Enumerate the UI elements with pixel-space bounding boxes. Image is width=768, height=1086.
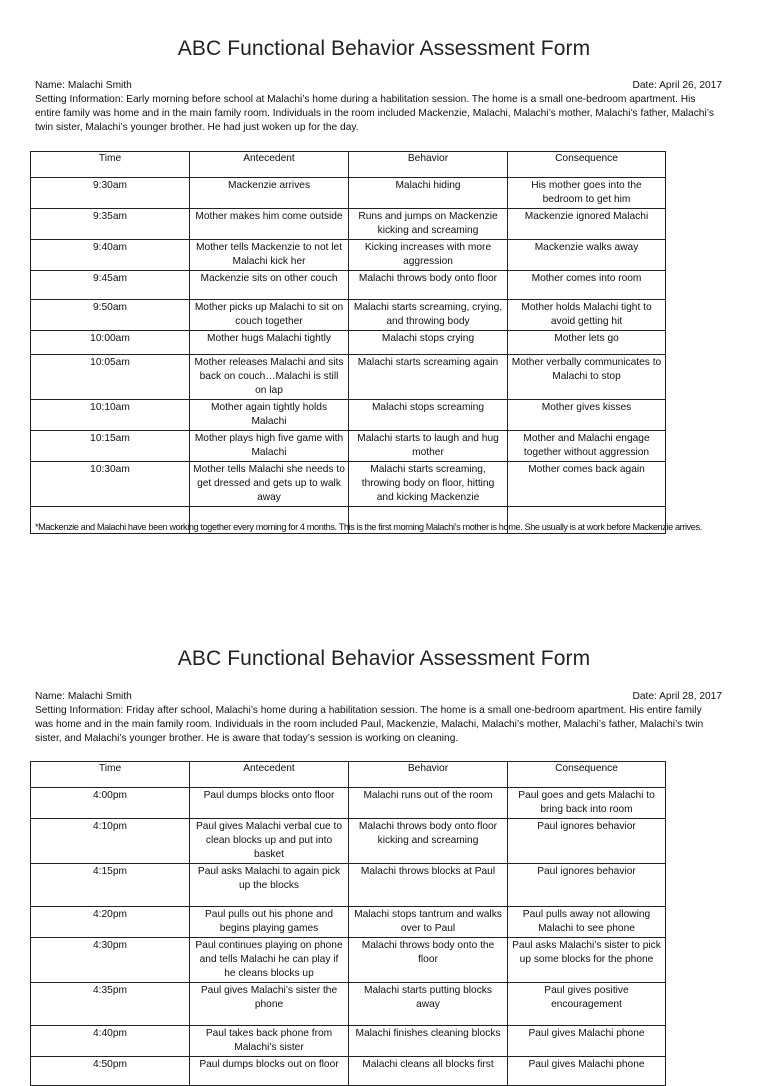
time-cell: 9:45am bbox=[31, 271, 190, 300]
antecedent-cell: Mother releases Malachi and sits back on couch…Malachi is still on lap bbox=[190, 355, 349, 400]
behavior-cell: Malachi starts screaming, crying, and throwing body bbox=[349, 300, 508, 331]
consequence-cell: Paul gives Malachi phone bbox=[508, 1026, 666, 1057]
antecedent-cell: Paul dumps blocks onto floor bbox=[190, 788, 349, 819]
consequence-cell: Paul pulls away not allowing Malachi to see phone bbox=[508, 907, 666, 938]
table-header-row bbox=[31, 152, 666, 178]
consequence-cell: Mother comes into room bbox=[508, 271, 666, 300]
time-cell: 4:15pm bbox=[31, 864, 190, 907]
column-header-time: Time bbox=[31, 152, 190, 178]
time-cell: 4:40pm bbox=[31, 1026, 190, 1057]
student-name: Name: Malachi Smith bbox=[35, 691, 132, 702]
antecedent-cell: Paul takes back phone from Malachi’s sister bbox=[190, 1026, 349, 1057]
column-header-consequence: Consequence bbox=[508, 762, 666, 788]
consequence-cell: His mother goes into the bedroom to get him bbox=[508, 178, 666, 209]
column-header-behavior: Behavior bbox=[349, 762, 508, 788]
form-date: Date: April 26, 2017 bbox=[632, 80, 722, 91]
table-row bbox=[31, 178, 666, 209]
consequence-cell: Mackenzie walks away bbox=[508, 240, 666, 271]
table-row bbox=[31, 983, 666, 1026]
consequence-cell: Mother comes back again bbox=[508, 462, 666, 507]
behavior-cell: Runs and jumps on Mackenzie kicking and screaming bbox=[349, 209, 508, 240]
form-date: Date: April 28, 2017 bbox=[632, 691, 722, 702]
time-cell: 9:40am bbox=[31, 240, 190, 271]
consequence-cell: Mother and Malachi engage together without aggression bbox=[508, 431, 666, 462]
table-row bbox=[31, 400, 666, 431]
consequence-cell: Mother holds Malachi tight to avoid getting hit bbox=[508, 300, 666, 331]
table-row bbox=[31, 907, 666, 938]
table-row bbox=[31, 300, 666, 331]
time-cell: 4:00pm bbox=[31, 788, 190, 819]
antecedent-cell: Paul gives Malachi verbal cue to clean blocks up and put into basket bbox=[190, 819, 349, 864]
consequence-cell: Mother gives kisses bbox=[508, 400, 666, 431]
time-cell: 10:00am bbox=[31, 331, 190, 355]
column-header-consequence: Consequence bbox=[508, 152, 666, 178]
table-row bbox=[31, 938, 666, 983]
antecedent-cell: Mother tells Mackenzie to not let Malachi kick her bbox=[190, 240, 349, 271]
time-cell: 10:15am bbox=[31, 431, 190, 462]
table-header-row bbox=[31, 762, 666, 788]
consequence-cell: Mother verbally communicates to Malachi to stop bbox=[508, 355, 666, 400]
abc-table bbox=[30, 761, 666, 1086]
antecedent-cell: Mackenzie sits on other couch bbox=[190, 271, 349, 300]
time-cell: 4:20pm bbox=[31, 907, 190, 938]
table-row bbox=[31, 788, 666, 819]
time-cell: 9:50am bbox=[31, 300, 190, 331]
consequence-cell: Paul goes and gets Malachi to bring back into room bbox=[508, 788, 666, 819]
antecedent-cell: Mackenzie arrives bbox=[190, 178, 349, 209]
time-cell: 9:35am bbox=[31, 209, 190, 240]
antecedent-cell: Paul dumps blocks out on floor bbox=[190, 1057, 349, 1086]
behavior-cell: Malachi throws body onto the floor bbox=[349, 938, 508, 983]
time-cell: 4:35pm bbox=[31, 983, 190, 1026]
column-header-antecedent: Antecedent bbox=[190, 152, 349, 178]
table-row bbox=[31, 864, 666, 907]
table-row bbox=[31, 431, 666, 462]
form-title: ABC Functional Behavior Assessment Form bbox=[177, 37, 591, 60]
consequence-cell: Paul gives Malachi phone bbox=[508, 1057, 666, 1086]
antecedent-cell: Paul asks Malachi to again pick up the blocks bbox=[190, 864, 349, 907]
table-row bbox=[31, 819, 666, 864]
behavior-cell: Malachi throws body onto floor bbox=[349, 271, 508, 300]
consequence-cell: Paul gives positive encouragement bbox=[508, 983, 666, 1026]
time-cell: 10:05am bbox=[31, 355, 190, 400]
form-title: ABC Functional Behavior Assessment Form bbox=[177, 647, 591, 670]
consequence-cell: Paul asks Malachi’s sister to pick up some blocks for the phone bbox=[508, 938, 666, 983]
time-cell: 10:30am bbox=[31, 462, 190, 507]
behavior-cell: Malachi starts putting blocks away bbox=[349, 983, 508, 1026]
consequence-cell: Mother lets go bbox=[508, 331, 666, 355]
setting-information: Setting Information: Friday after school, Malachi’s home during a habilitation session. The home is a small one-bedroom apartment. His entire family was home and in the main family room. Individuals in the room included Paul, Mackenzie, Malachi, Malachi’s mother, Malachi’s father, Malachi’s twin sister, and Malachi’s younger brother. He is aware that today’s session is working on cleaning. bbox=[35, 705, 704, 744]
behavior-cell: Malachi stops tantrum and walks over to Paul bbox=[349, 907, 508, 938]
behavior-cell: Malachi throws body onto floor kicking and screaming bbox=[349, 819, 508, 864]
table-row bbox=[31, 1026, 666, 1057]
table-row bbox=[31, 331, 666, 355]
behavior-cell: Malachi hiding bbox=[349, 178, 508, 209]
antecedent-cell: Paul pulls out his phone and begins playing games bbox=[190, 907, 349, 938]
time-cell: 4:10pm bbox=[31, 819, 190, 864]
abc-table bbox=[30, 151, 666, 534]
antecedent-cell: Paul gives Malachi’s sister the phone bbox=[190, 983, 349, 1026]
behavior-cell: Malachi stops crying bbox=[349, 331, 508, 355]
time-cell: 10:10am bbox=[31, 400, 190, 431]
column-header-time: Time bbox=[31, 762, 190, 788]
antecedent-cell: Mother again tightly holds Malachi bbox=[190, 400, 349, 431]
behavior-cell: Kicking increases with more aggression bbox=[349, 240, 508, 271]
consequence-cell: Mackenzie ignored Malachi bbox=[508, 209, 666, 240]
time-cell: 9:30am bbox=[31, 178, 190, 209]
time-cell: 4:50pm bbox=[31, 1057, 190, 1086]
student-name: Name: Malachi Smith bbox=[35, 80, 132, 91]
behavior-cell: Malachi starts screaming again bbox=[349, 355, 508, 400]
behavior-cell: Malachi starts to laugh and hug mother bbox=[349, 431, 508, 462]
antecedent-cell: Paul continues playing on phone and tells Malachi he can play if he cleans blocks up bbox=[190, 938, 349, 983]
time-cell: 4:30pm bbox=[31, 938, 190, 983]
form-header bbox=[35, 690, 722, 746]
antecedent-cell: Mother hugs Malachi tightly bbox=[190, 331, 349, 355]
setting-information: Setting Information: Early morning before school at Malachi’s home during a habilitation session. The home is a small one-bedroom apartment. His entire family was home and in the main family room. Individuals in the room included Mackenzie, Malachi, Malachi’s mother, Malachi’s father, Malachi’s twin sister, Malachi’s younger brother. He had just woken up for the day. bbox=[35, 94, 714, 133]
table-row bbox=[31, 355, 666, 400]
behavior-cell: Malachi stops screaming bbox=[349, 400, 508, 431]
column-header-behavior: Behavior bbox=[349, 152, 508, 178]
antecedent-cell: Mother makes him come outside bbox=[190, 209, 349, 240]
behavior-cell: Malachi starts screaming, throwing body on floor, hitting and kicking Mackenzie bbox=[349, 462, 508, 507]
table-row bbox=[31, 209, 666, 240]
table-row bbox=[31, 240, 666, 271]
table-row bbox=[31, 271, 666, 300]
behavior-cell: Malachi cleans all blocks first bbox=[349, 1057, 508, 1086]
consequence-cell: Paul ignores behavior bbox=[508, 864, 666, 907]
form-header bbox=[35, 79, 722, 135]
footnote: *Mackenzie and Malachi have been working together every morning for 4 months. This is the first morning Malachi’s mother is home. She usually is at work before Mackenzie arrives. bbox=[35, 522, 702, 532]
consequence-cell: Paul ignores behavior bbox=[508, 819, 666, 864]
antecedent-cell: Mother plays high five game with Malachi bbox=[190, 431, 349, 462]
behavior-cell: Malachi runs out of the room bbox=[349, 788, 508, 819]
behavior-cell: Malachi throws blocks at Paul bbox=[349, 864, 508, 907]
antecedent-cell: Mother tells Malachi she needs to get dressed and gets up to walk away bbox=[190, 462, 349, 507]
column-header-antecedent: Antecedent bbox=[190, 762, 349, 788]
antecedent-cell: Mother picks up Malachi to sit on couch together bbox=[190, 300, 349, 331]
table-row bbox=[31, 1057, 666, 1086]
behavior-cell: Malachi finishes cleaning blocks bbox=[349, 1026, 508, 1057]
table-row bbox=[31, 462, 666, 507]
